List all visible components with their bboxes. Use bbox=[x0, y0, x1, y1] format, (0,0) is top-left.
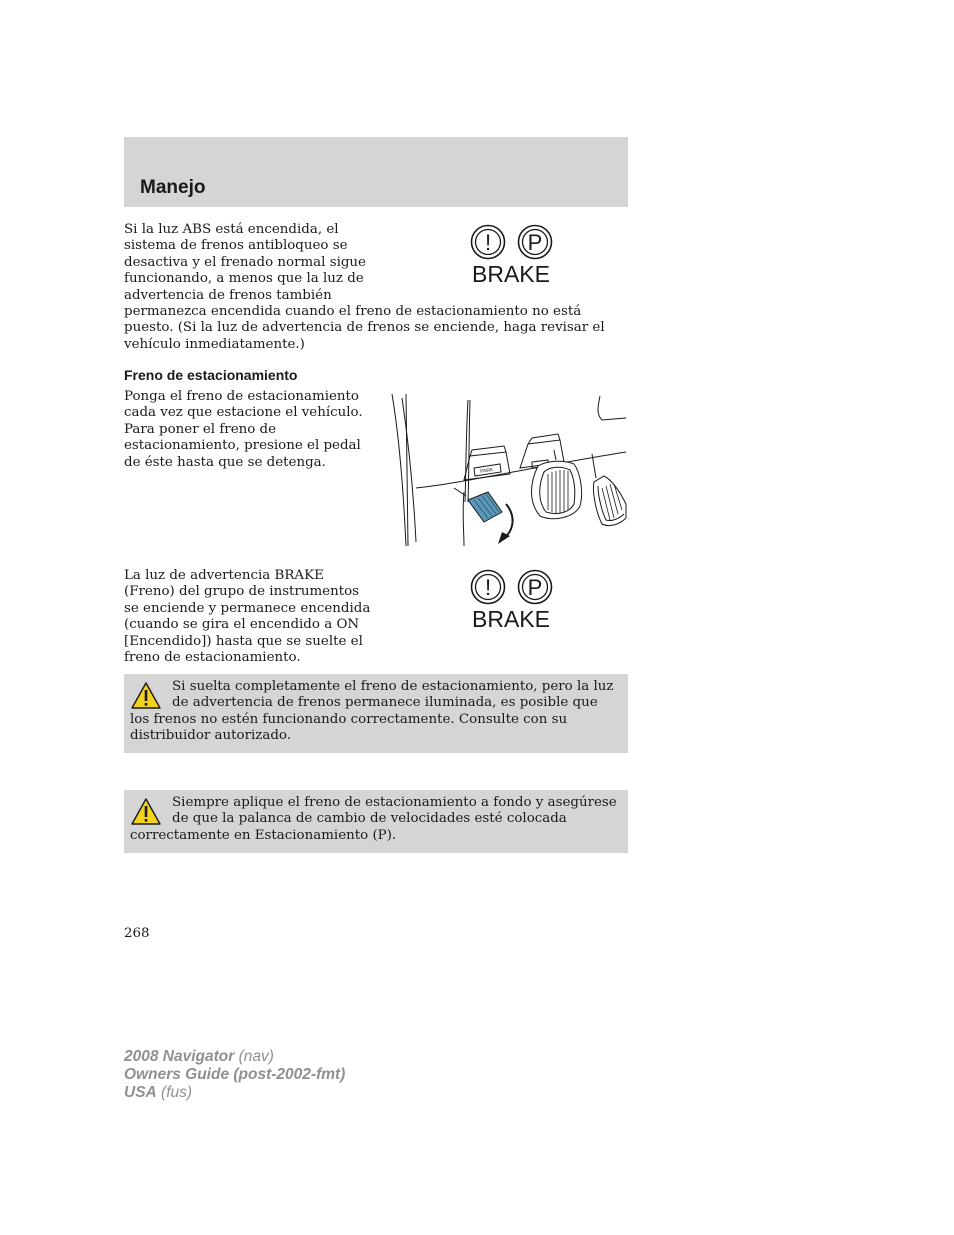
text-line: Si la luz ABS está encendida, el bbox=[124, 222, 339, 237]
brake-light-paragraph bbox=[124, 568, 384, 666]
text-line: cada vez que estacione el vehículo. bbox=[124, 405, 363, 421]
warning-box bbox=[124, 674, 628, 753]
brake-warning-icon bbox=[462, 568, 562, 632]
footer-market: USA bbox=[124, 1084, 157, 1101]
text-line: funcionando, a menos que la luz de bbox=[124, 271, 364, 287]
parking-pedal-highlight bbox=[468, 492, 502, 522]
footer-model: 2008 Navigator bbox=[124, 1048, 235, 1065]
warning-triangle-icon bbox=[130, 681, 162, 711]
warning-text-line: Si suelta completamente el freno de estacionamiento, pero la luz bbox=[172, 679, 614, 694]
text-line: (Freno) del grupo de instrumentos bbox=[124, 584, 360, 600]
footer-model-code: (nav) bbox=[238, 1048, 274, 1065]
warning-text-line: los frenos no estén funcionando correctamente. Consulte con su bbox=[130, 711, 568, 727]
footer-guide: Owners Guide (post-2002-fmt) bbox=[124, 1066, 346, 1083]
footer-line bbox=[124, 1048, 345, 1066]
parking-brake-heading: Freno de estacionamiento bbox=[124, 367, 298, 383]
p-letter: P bbox=[527, 230, 543, 255]
text-line: advertencia de frenos también bbox=[124, 287, 332, 303]
handle-label: PARK bbox=[479, 467, 494, 475]
brake-label: BRAKE bbox=[472, 261, 550, 287]
text-line: freno de estacionamiento. bbox=[124, 650, 301, 666]
page-number: 268 bbox=[124, 926, 150, 941]
parking-instructions-paragraph bbox=[124, 389, 374, 471]
warning-text-line: correctamente en Estacionamiento (P). bbox=[130, 827, 397, 843]
text-line: La luz de advertencia BRAKE bbox=[124, 568, 324, 583]
text-line: Para poner el freno de bbox=[124, 421, 277, 437]
document-footer bbox=[124, 1048, 345, 1102]
warning-text-line: de advertencia de frenos permanece iluminada, es posible que bbox=[172, 695, 598, 711]
section-title: Manejo bbox=[140, 177, 206, 198]
footer-market-code: (fus) bbox=[161, 1084, 193, 1101]
warning-triangle-icon bbox=[130, 797, 162, 827]
text-line: permanezca encendida cuando el freno de estacionamiento no está bbox=[124, 304, 582, 320]
text-line: (cuando se gira el encendido a ON bbox=[124, 617, 360, 633]
text-line: de éste hasta que se detenga. bbox=[124, 454, 326, 470]
p-letter: P bbox=[527, 575, 543, 600]
text-line: estacionamiento, presione el pedal bbox=[124, 438, 361, 454]
parking-brake-pedal-illustration bbox=[388, 392, 628, 548]
warning-box bbox=[124, 790, 628, 853]
warning-text-line: de que la palanca de cambio de velocidades esté colocada bbox=[172, 811, 567, 827]
text-line: sistema de frenos antibloqueo se bbox=[124, 238, 348, 254]
brake-warning-icon bbox=[462, 223, 562, 287]
text-line: Ponga el freno de estacionamiento bbox=[124, 389, 359, 404]
footer-line bbox=[124, 1066, 345, 1084]
exclamation-mark: ! bbox=[484, 575, 492, 600]
text-line: puesto. (Si la luz de advertencia de frenos se enciende, haga revisar el bbox=[124, 320, 605, 336]
warning-text-line: Siempre aplique el freno de estacionamiento a fondo y asegúrese bbox=[172, 795, 617, 810]
text-line: desactiva y el frenado normal sigue bbox=[124, 254, 366, 270]
text-line: se enciende y permanece encendida bbox=[124, 600, 371, 616]
text-line: vehículo inmediatamente.) bbox=[124, 336, 305, 352]
text-line: [Encendido]) hasta que se suelte el bbox=[124, 633, 363, 649]
section-header-band bbox=[124, 137, 628, 207]
footer-line bbox=[124, 1084, 345, 1102]
exclamation-mark: ! bbox=[484, 230, 492, 255]
brake-label: BRAKE bbox=[472, 606, 550, 632]
warning-text-line: distribuidor autorizado. bbox=[130, 728, 291, 744]
